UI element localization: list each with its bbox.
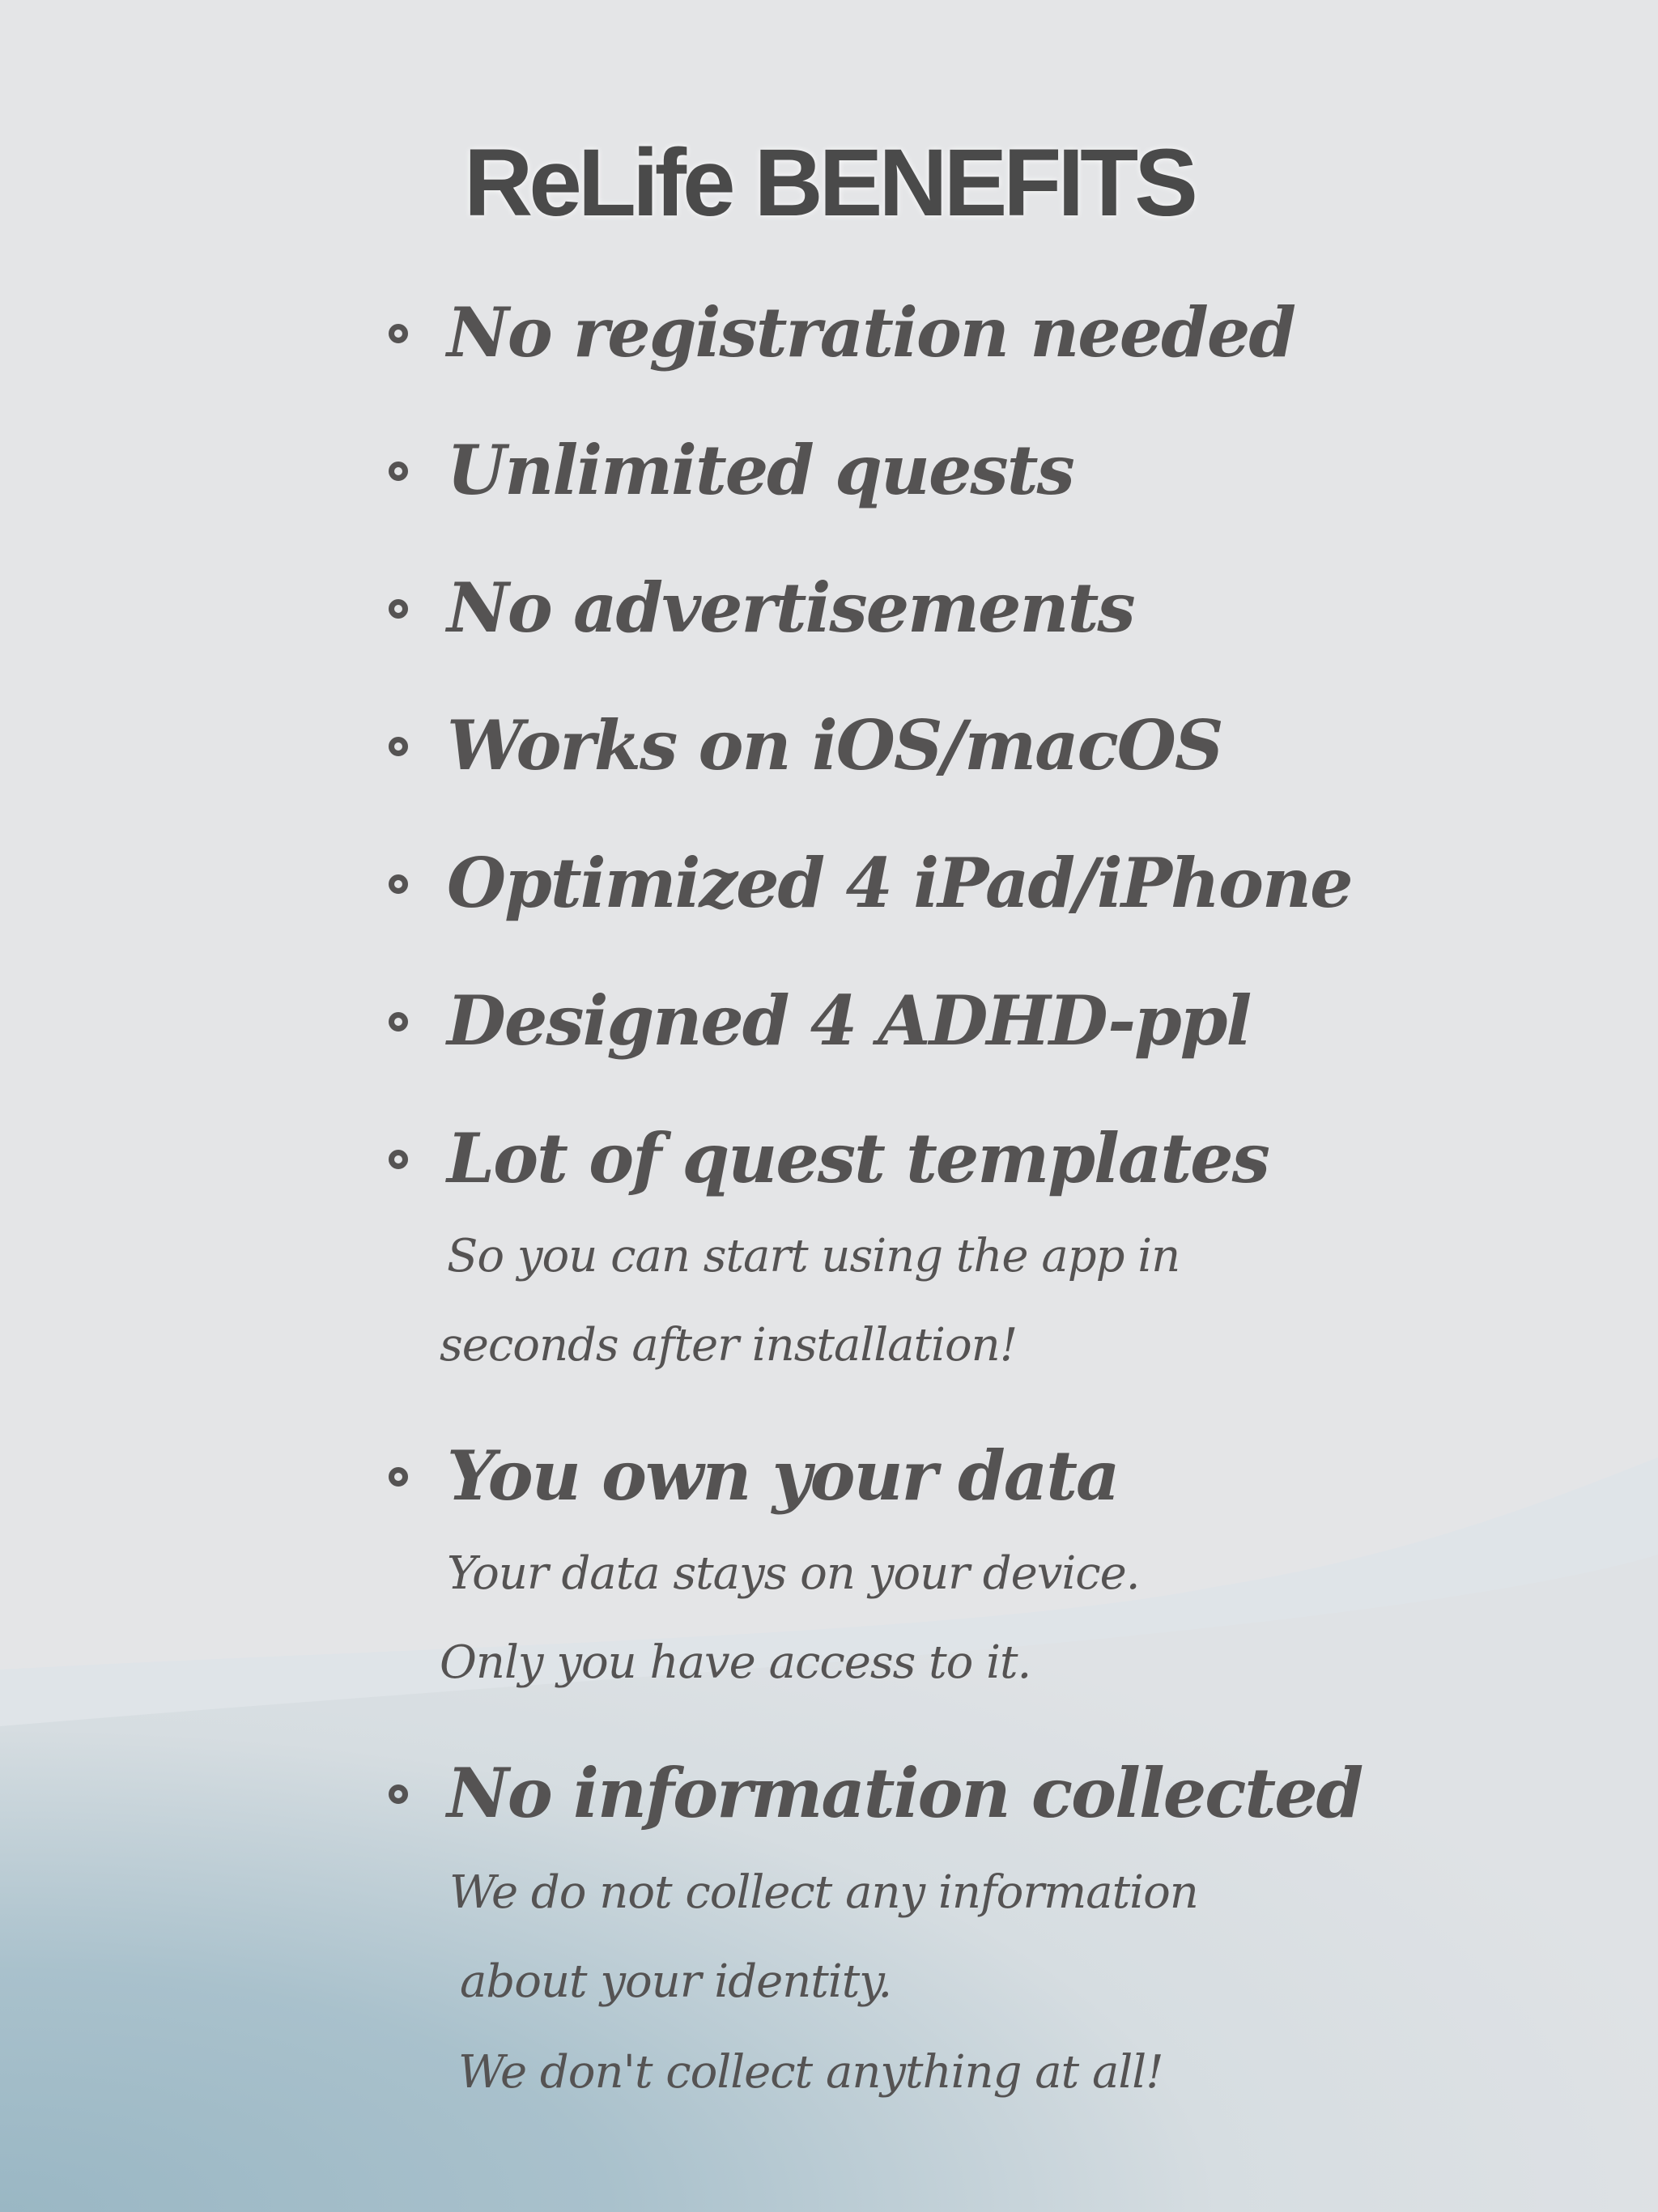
bullet-icon	[389, 874, 408, 894]
bullet-icon	[389, 1784, 408, 1804]
benefit-note: We don't collect anything at all!	[458, 2046, 1163, 2099]
bullet-icon	[389, 737, 408, 756]
benefit-label: Lot of quest templates	[447, 1118, 1269, 1198]
bullet-icon	[389, 1467, 408, 1487]
bullet-icon	[389, 1150, 408, 1169]
benefit-label: No registration needed	[447, 292, 1295, 372]
benefit-note: about your identity.	[460, 1955, 892, 2008]
bullet-icon	[389, 1012, 408, 1032]
benefit-label: Works on iOS/macOS	[447, 705, 1222, 785]
benefit-label: You own your data	[447, 1436, 1119, 1516]
benefit-note: Only you have access to it.	[440, 1636, 1031, 1689]
benefit-label: No advertisements	[447, 568, 1134, 648]
page-title: ReLife BENEFITS	[464, 130, 1194, 236]
benefit-label: No information collected	[447, 1753, 1363, 1833]
bullet-icon	[389, 599, 408, 619]
benefit-label: Optimized 4 iPad/iPhone	[447, 843, 1352, 923]
benefit-label: Unlimited quests	[447, 430, 1073, 510]
benefit-note: Your data stays on your device.	[447, 1547, 1140, 1600]
benefit-note: We do not collect any information	[449, 1866, 1198, 1919]
bullet-icon	[389, 462, 408, 481]
benefit-label: Designed 4 ADHD-ppl	[447, 981, 1251, 1061]
bullet-icon	[389, 324, 408, 343]
benefit-note: seconds after installation!	[440, 1319, 1018, 1372]
benefit-note: So you can start using the app in	[447, 1230, 1180, 1283]
